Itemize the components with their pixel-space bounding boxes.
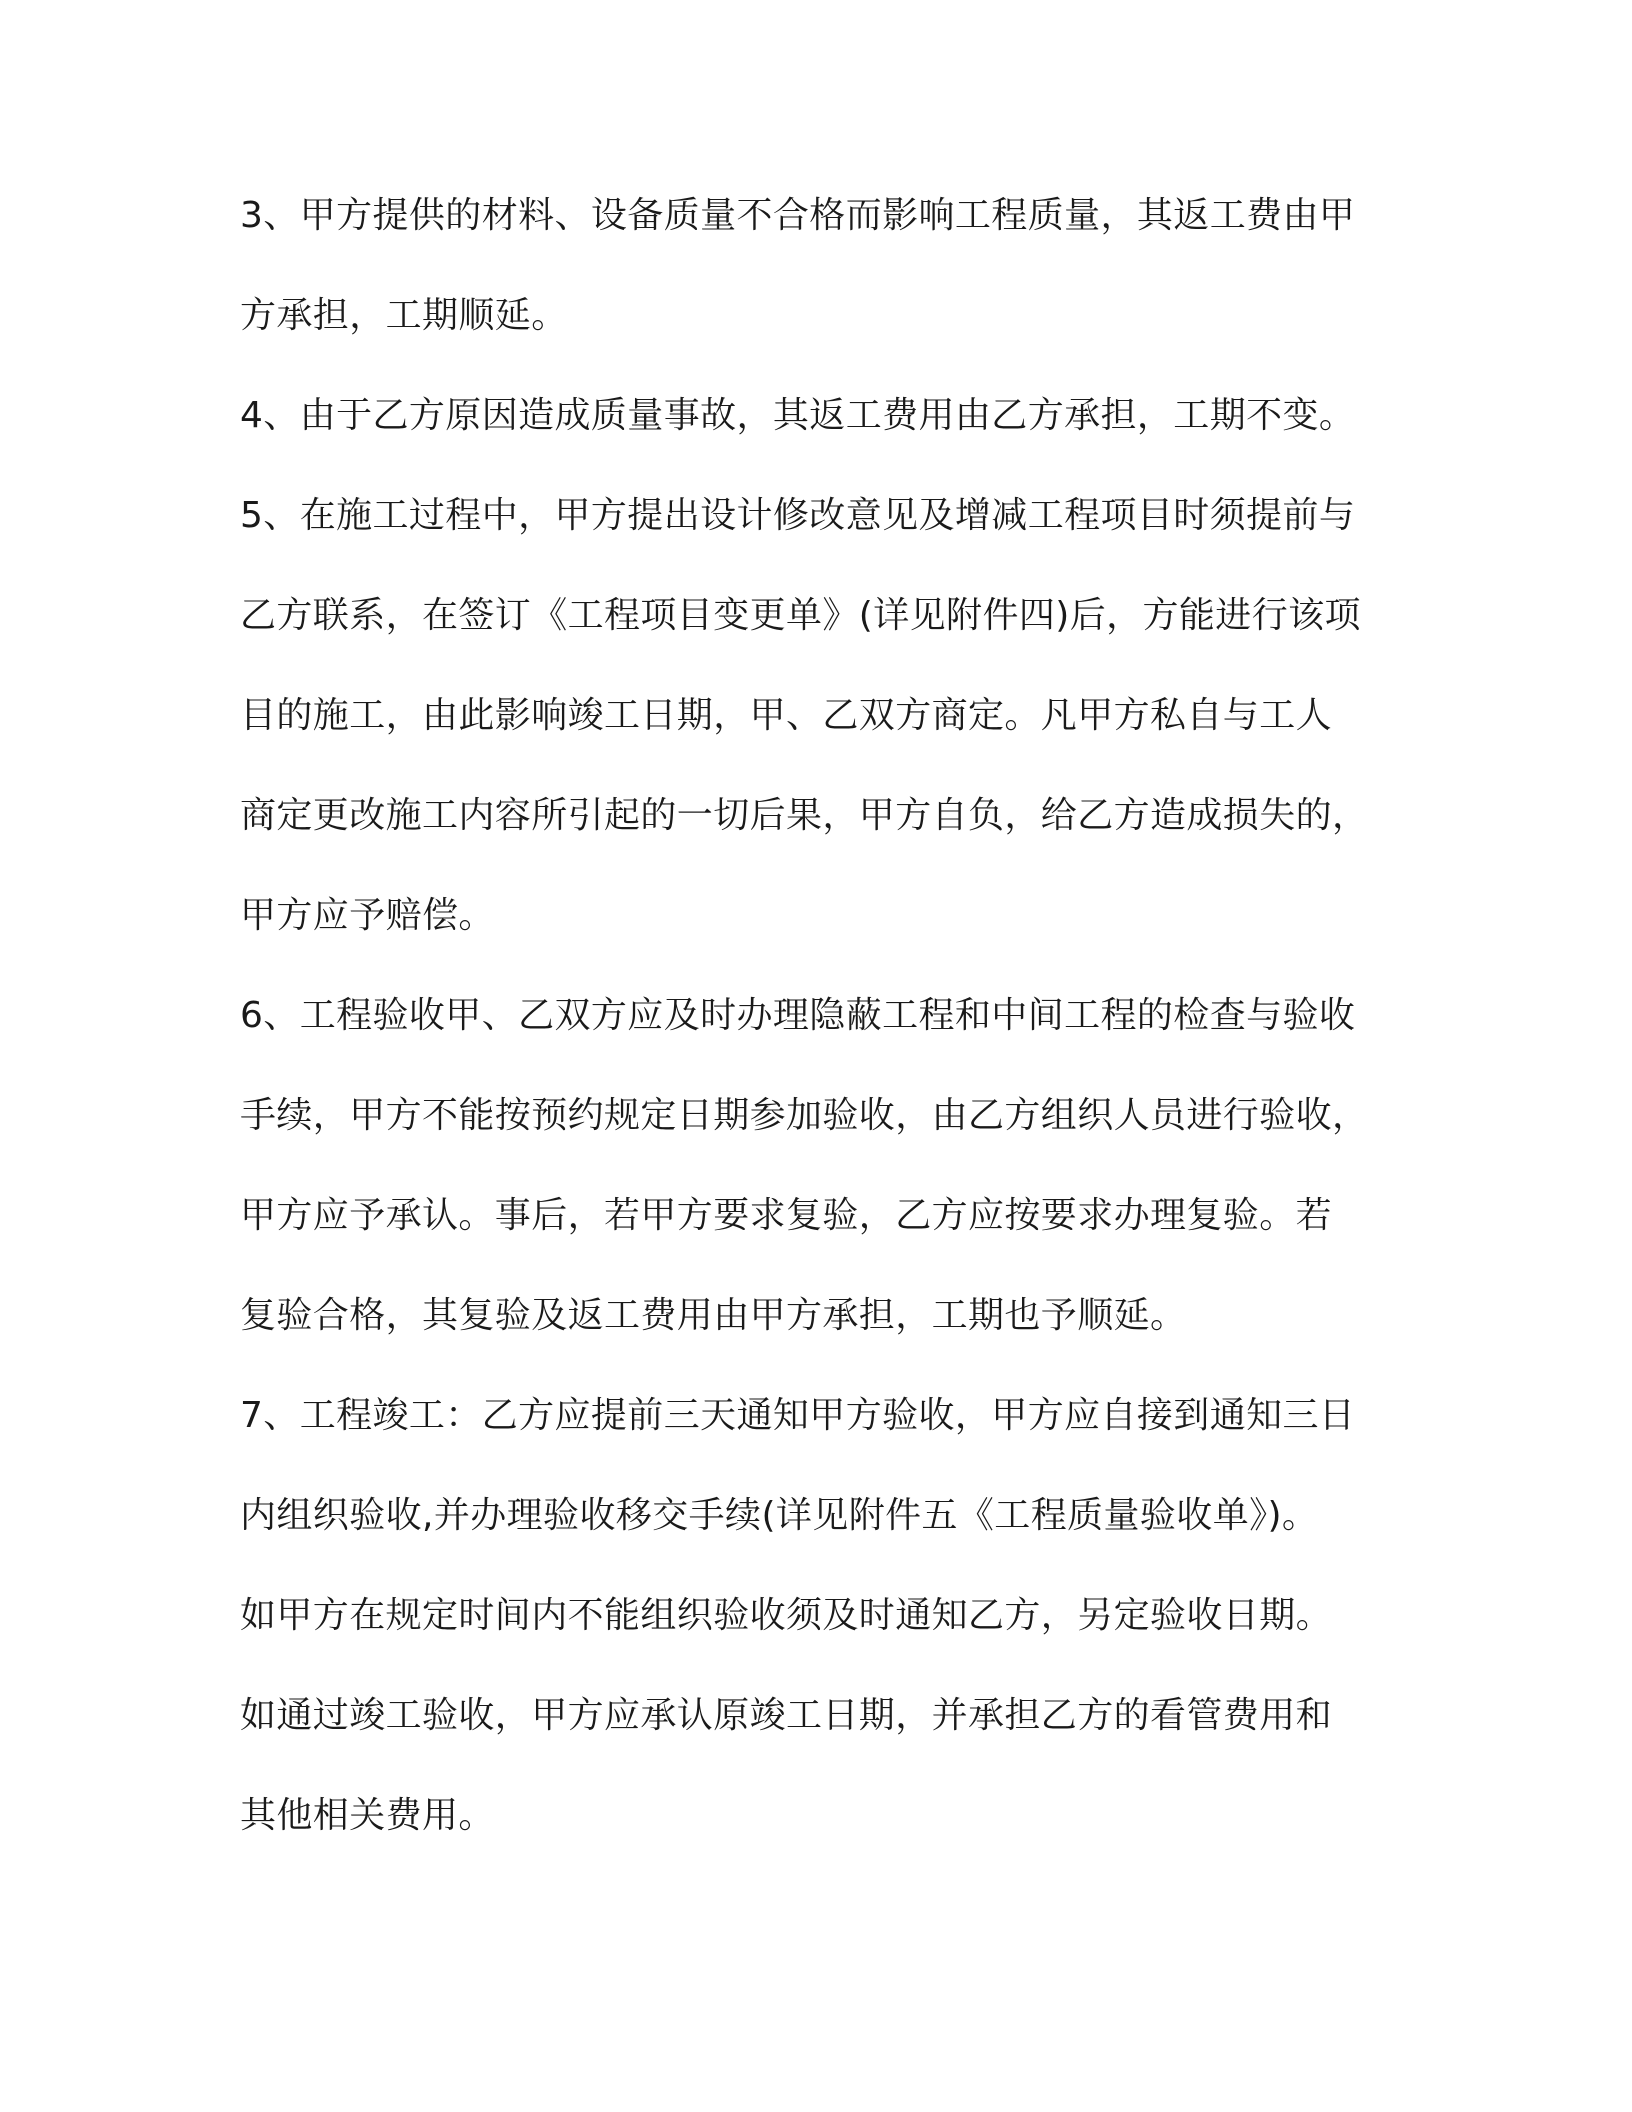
- text-line-item5-4: 商定更改施工内容所引起的一切后果，甲方自负，给乙方造成损失的，: [240, 795, 1369, 836]
- text-line-item7-4: 如通过竣工验收，甲方应承认原竣工日期，并承担乙方的看管费用和: [240, 1695, 1333, 1736]
- text-line-item6-3: 甲方应予承认。事后，若甲方要求复验，乙方应按要求办理复验。若: [240, 1195, 1333, 1236]
- text-line-item6-4: 复验合格，其复验及返工费用由甲方承担，工期也予顺延。: [240, 1295, 1187, 1336]
- text-line-item5-5: 甲方应予赔偿。: [240, 895, 495, 936]
- text-line-item6-1: 6、工程验收甲、乙双方应及时办理隐蔽工程和中间工程的检查与验收: [240, 995, 1356, 1036]
- text-line-item4-1: 4、由于乙方原因造成质量事故，其返工费用由乙方承担，工期不变。: [240, 395, 1356, 436]
- text-line-item3-2: 方承担，工期顺延。: [240, 295, 568, 336]
- text-line-item6-2: 手续，甲方不能按预约规定日期参加验收，由乙方组织人员进行验收，: [240, 1095, 1369, 1136]
- text-line-item5-2: 乙方联系，在签订《工程项目变更单》(详见附件四)后，方能进行该项: [240, 595, 1361, 636]
- text-line-item7-2: 内组织验收,并办理验收移交手续(详见附件五《工程质量验收单》)。: [240, 1495, 1319, 1536]
- text-line-item7-3: 如甲方在规定时间内不能组织验收须及时通知乙方，另定验收日期。: [240, 1595, 1333, 1636]
- text-line-item5-1: 5、在施工过程中，甲方提出设计修改意见及增减工程项目时须提前与: [240, 495, 1356, 536]
- text-line-item3-1: 3、甲方提供的材料、设备质量不合格而影响工程质量，其返工费由甲: [240, 195, 1356, 236]
- text-line-item7-1: 7、工程竣工：乙方应提前三天通知甲方验收，甲方应自接到通知三日: [240, 1395, 1356, 1436]
- text-line-item5-3: 目的施工，由此影响竣工日期，甲、乙双方商定。凡甲方私自与工人: [240, 695, 1333, 736]
- text-line-item7-5: 其他相关费用。: [240, 1795, 495, 1836]
